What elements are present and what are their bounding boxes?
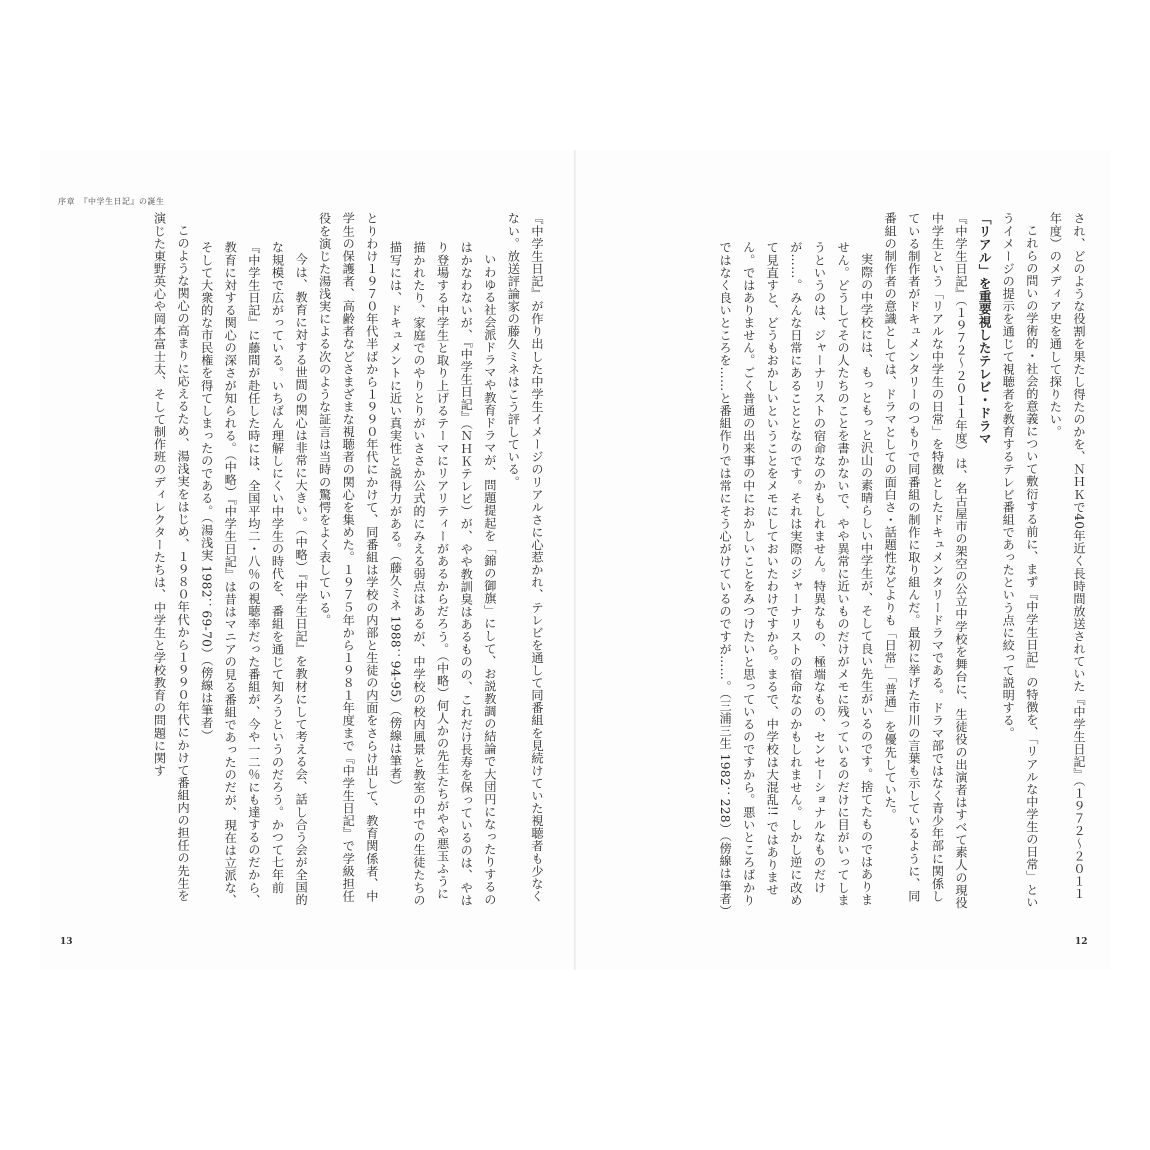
right-block-quote: 実際の中学校には、もっともっと沢山の素晴らしい中学生が、そして良い先生がいるのです。捨てたものではありません。どうしてその人たちのことを書かないで、やや異常に近いものだけがメモに残っているのだけに目がいってしまうというのは、ジャーナリストの宿命なのかもしれません。特異なもの、極端なもの、センセーショナルなものだけが……。みんな日常にあることとなのです。それは実際のジャーナリストの宿命なのかもしれません。しかし逆に改めて見直すと、どうもおかしいということをメモにしておいたわけですから。まるで、中学校は大混乱!! ではありません。ではありません。ごく普通の出来事の中におかしいことをみつけたいと思っているのですから。悪いところばかりではなく良いところを……と番組作りでは常にそう心がけているのですが……。（三浦三生 1982：228）（傍線は筆者） (718, 241, 874, 918)
left-block-quote: いわゆる社会派ドラマや教育ドラマが、問題提起を「錦の御旗」にして、お説教調の結論で大団円になったりするのはかなわないが、『中学生日記』（ＮＨＫテレビ）が、やや教訓臭はあるものの、これだけ長寿を保っているのは、やはり登場する中学生と取り上げるテーマにリアリティーがあるからだろう。（中略）何人かの先生たちがやや悪玉ふうに描かれたり、家庭でのやりとりがいささか公式的にみえる弱点はあるが、中学校の校内風景と教室の中での生徒たちの描写には、ドキュメントに近い真実性と説得力がある。（藤久ミネ 1988：94-95）（傍線は筆者） (388, 241, 497, 907)
left-paragraph: 『中学生日記』が作り出した中学生イメージのリアルさに心惹かれ、テレビを通して同番組を見続けていた視聴者も少なくない。放送評論家の藤久ミネはこう評している。 (506, 212, 544, 903)
running-head: 序章 『中学生日記』の誕生 (58, 197, 165, 206)
left-paragraph: とりわけ１９７０年代半ばから１９９０年代にかけて、同番組は学校の内部と生徒の内面をさらけ出して、教育関係者、中学生の保護者、高齢者などさまざまな視聴者の関心を集めた。１９７５年から１９８１年度まで『中学生日記』で学級担任役を演じた湯浅実による次のような証言は当時の驚愕をよく表している。 (317, 212, 379, 903)
gutter (574, 150, 576, 970)
right-paragraph: 『中学生日記』（１９７２〜２０１１年度）は、名古屋市の架空の公立中学校を舞台に、生徒役の出演者はすべて素人の現役中学生という「リアルな中学生の日常」を特徴としたドキュメンタリードラマである。ドラマ部ではなく青少年部に関係している制作者がドキュメンタリーのつもりで同番組の制作に取り組んだ。最初に挙げた市川の言葉も示しているように、同番組の制作者の意識としては、ドラマとしての面白さ・話題性などよりも「日常」「普通」を優先していた。 (883, 212, 969, 909)
right-paragraph: これらの問いの学術的・社会的意義について敷衍する前に、まず『中学生日記』の特徴を、「リアルな中学生の日常」というイメージの提示を通じて視聴者を教育するテレビ番組であったという点に絞って説明する。 (1001, 212, 1039, 909)
left-block-quote: 今は、教育に対する世間の関心は非常に大きい。（中略）『中学生日記』を教材にして考える会、話し合う会が全国的な規模で広がっている。いちばん理解しにくい中学生の時代を、番組を通じて知ろうというのだろう。かつて七年前『中学生日記』に藤間が赴任した時には、全国平均二・八％の視聴率だった番組が、今や一二％にも達するのだから、教育に対する関心の深さが知られる。（中略）『中学生日記』は昔はマニアの見る番組であったのだが、現在は立派な、そして大衆的な市民権を得てしまったのである。（湯浅実 1982：69-70）（傍線は筆者） (199, 241, 309, 907)
right-page-text (620, 212, 1090, 918)
right-paragraph: され、どのような役割を果たし得たのかを、ＮＨＫで40年近く長時間放送されていた『中学生日記』（１９７２〜２０１１年度）のメディア史を通して探りたい。 (1048, 212, 1086, 900)
left-paragraph: このような関心の高まりに応えるため、湯浅実をはじめ、１９８０年代から１９９０年代にかけて番組内の担任の先生を演じた東野英心や岡本富士太、そして制作班のディレクターたちは、中学生と学校教育の問題に関す (152, 212, 191, 902)
page-number-left: 13 (60, 937, 73, 947)
page-number-right: 12 (1075, 937, 1088, 947)
left-page-text (78, 212, 548, 912)
right-section-heading: 「リアル」を重要視したテレビ・ドラマ (976, 212, 992, 446)
